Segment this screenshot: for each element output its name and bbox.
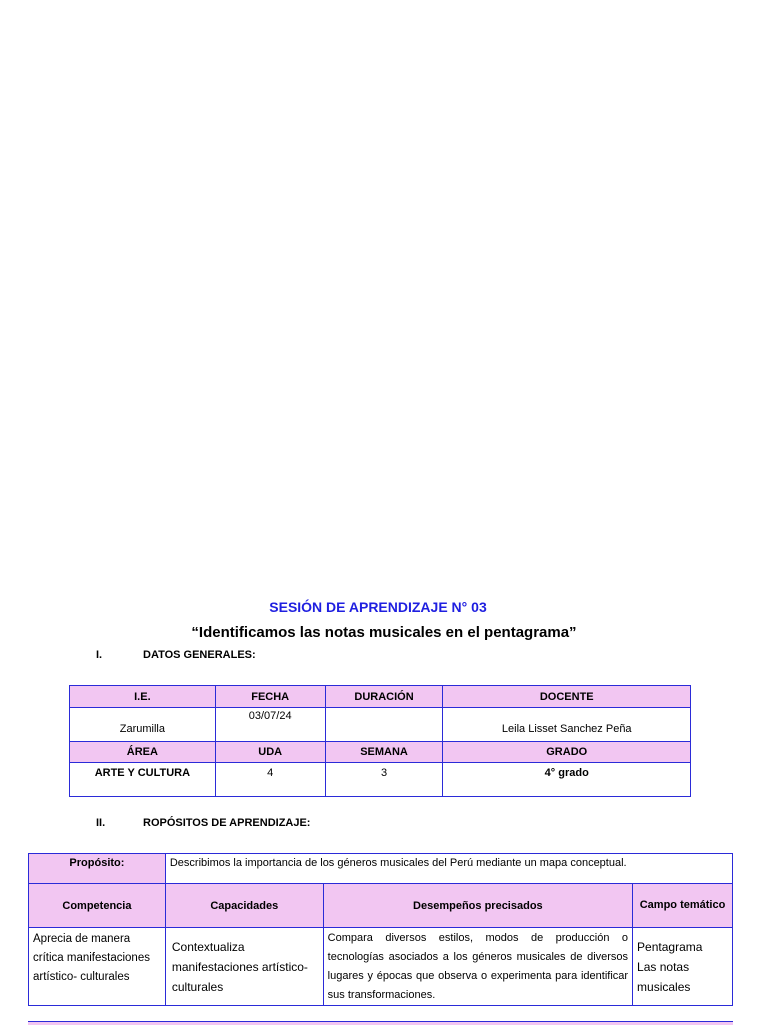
section-label: DATOS GENERALES:: [143, 649, 256, 661]
value-grado: 4° grado: [443, 763, 691, 797]
capacidades-cell: Contextualiza manifestaciones artístico- culturales: [165, 928, 323, 1006]
desempenos-cell: Compara diversos estilos, modos de producción o tecnologías asociados a los géneros musicales de diversos lugares y épocas que observa o experimenta para identificar sus transformaciones.: [323, 928, 632, 1006]
value-semana: 3: [325, 763, 443, 797]
next-table-edge: [28, 1021, 733, 1025]
header-duracion: DURACIÓN: [325, 686, 443, 708]
header-uda: UDA: [215, 742, 325, 763]
section-label: ROPÓSITOS DE APRENDIZAJE:: [143, 817, 311, 829]
header-capacidades: Capacidades: [165, 884, 323, 928]
header-semana: SEMANA: [325, 742, 443, 763]
section-number: I.: [96, 649, 103, 661]
value-uda: 4: [215, 763, 325, 797]
header-competencia: Competencia: [29, 884, 166, 928]
section-number: II.: [96, 817, 106, 829]
section-datos-generales: [96, 649, 256, 661]
header-docente: DOCENTE: [443, 686, 691, 708]
propositos-table: [28, 853, 733, 1006]
header-grado: GRADO: [443, 742, 691, 763]
header-ie: I.E.: [70, 686, 216, 708]
session-subtitle: “Identificamos las notas musicales en el pentagrama”: [191, 624, 577, 641]
value-docente: Leila Lisset Sanchez Peña: [443, 708, 691, 742]
competencia-cell: Aprecia de manera crítica manifestaciones artístico- culturales: [29, 928, 166, 1006]
header-campo-tematico: Campo temático: [633, 884, 733, 928]
value-fecha: 03/07/24: [215, 708, 325, 742]
campo-item: Las notas musicales: [637, 959, 691, 994]
value-duracion: [325, 708, 443, 742]
header-fecha: FECHA: [215, 686, 325, 708]
value-ie: Zarumilla: [70, 708, 216, 742]
session-title: SESIÓN DE APRENDIZAJE N° 03: [269, 599, 487, 615]
datos-generales-table: [69, 685, 691, 797]
proposito-label: Propósito:: [29, 854, 166, 884]
header-desempenos: Desempeños precisados: [323, 884, 632, 928]
campo-item: Pentagrama: [637, 939, 703, 954]
value-area: ARTE Y CULTURA: [70, 763, 216, 797]
proposito-text: Describimos la importancia de los géneros musicales del Perú mediante un mapa conceptual.: [165, 854, 732, 884]
campo-tematico-cell: [633, 928, 733, 1006]
header-area: ÁREA: [70, 742, 216, 763]
section-propositos: [96, 817, 310, 829]
